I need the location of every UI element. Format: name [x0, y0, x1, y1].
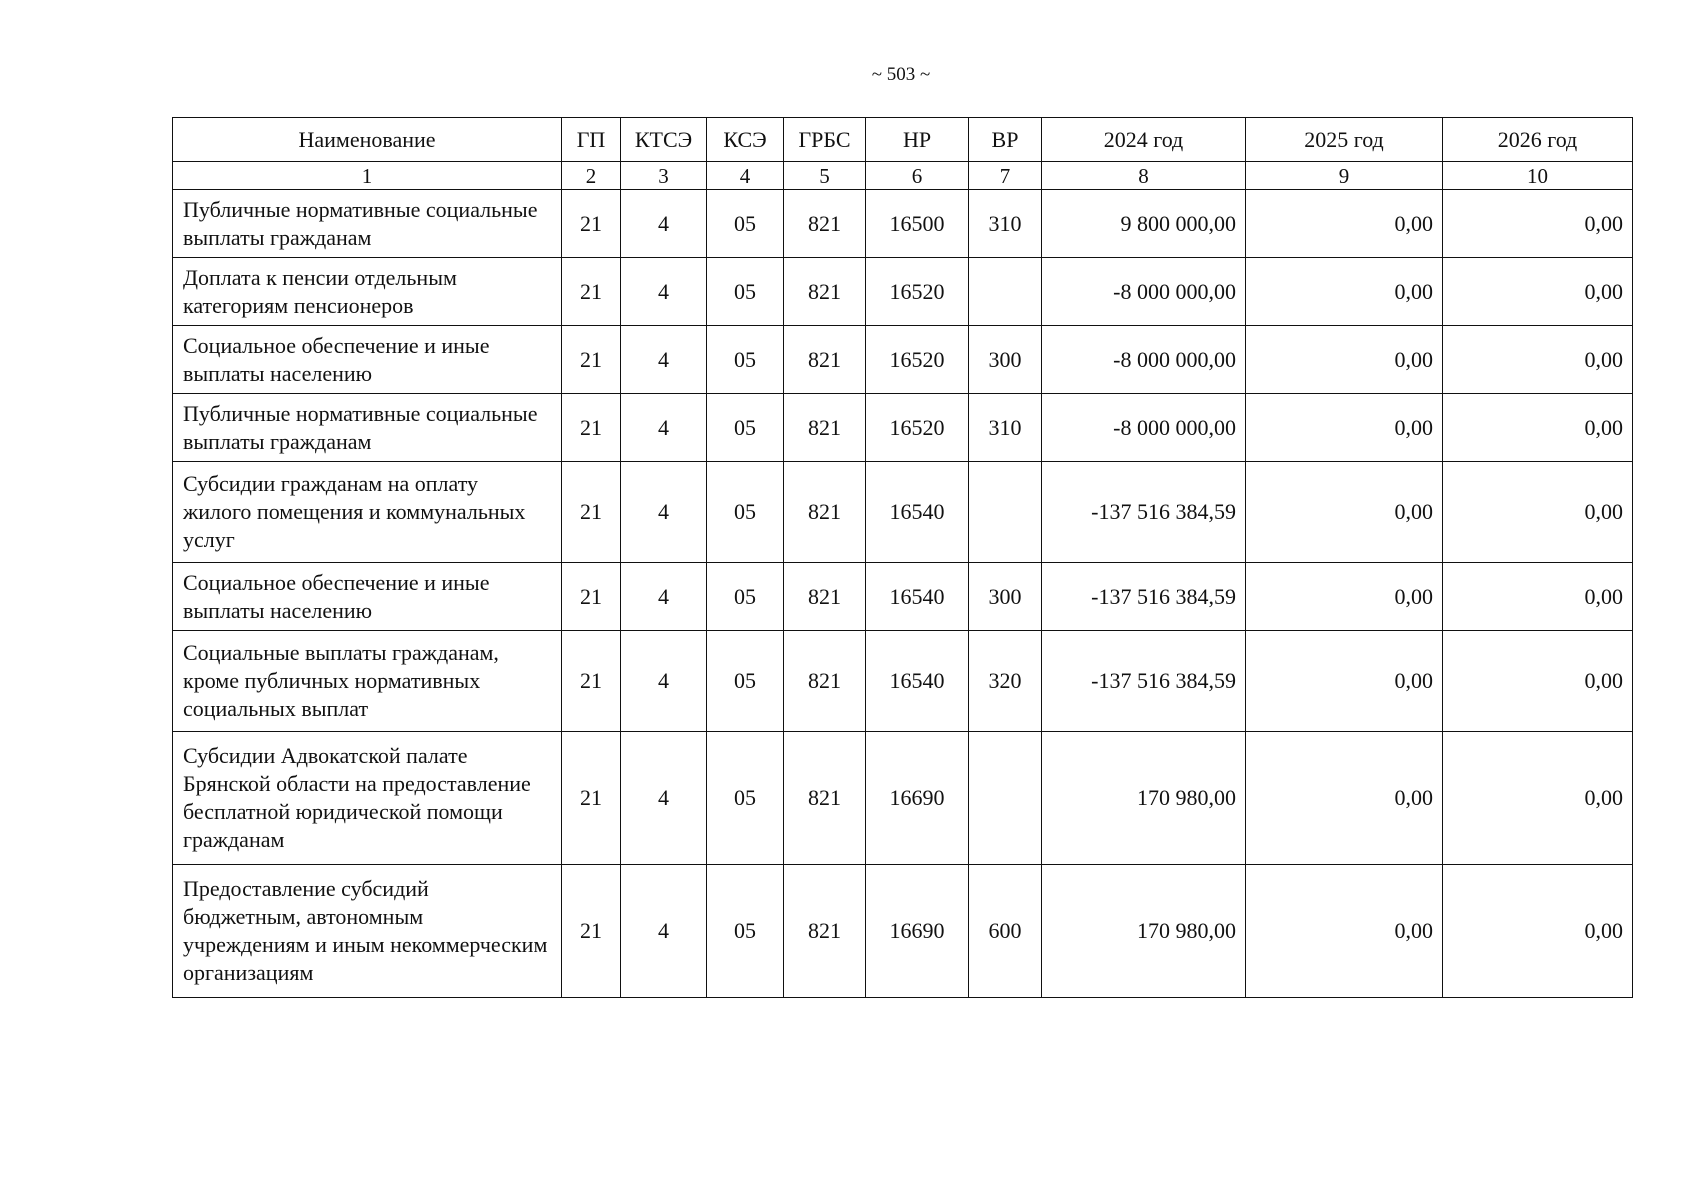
- header-nr: НР: [866, 118, 969, 162]
- column-number: 6: [866, 162, 969, 190]
- cell-ktse: 4: [621, 258, 707, 326]
- header-vr: ВР: [969, 118, 1042, 162]
- cell-kse: 05: [707, 631, 784, 732]
- header-gp: ГП: [562, 118, 621, 162]
- cell-kse: 05: [707, 462, 784, 563]
- cell-vr: 600: [969, 865, 1042, 998]
- cell-nr: 16540: [866, 462, 969, 563]
- column-number: 3: [621, 162, 707, 190]
- cell-2026: 0,00: [1443, 394, 1633, 462]
- cell-kse: 05: [707, 563, 784, 631]
- column-number-row: [173, 162, 1633, 190]
- cell-vr: 320: [969, 631, 1042, 732]
- header-name: Наименование: [173, 118, 562, 162]
- cell-grbs: 821: [784, 326, 866, 394]
- cell-vr: [969, 732, 1042, 865]
- header-2024: 2024 год: [1042, 118, 1246, 162]
- cell-name: Предоставление субсидий бюджетным, автономным учреждениям и иным некоммерческим организациям: [173, 865, 562, 998]
- column-number: 10: [1443, 162, 1633, 190]
- cell-2024: -137 516 384,59: [1042, 563, 1246, 631]
- cell-gp: 21: [562, 865, 621, 998]
- cell-2026: 0,00: [1443, 732, 1633, 865]
- cell-vr: [969, 258, 1042, 326]
- cell-2025: 0,00: [1246, 190, 1443, 258]
- cell-vr: 310: [969, 190, 1042, 258]
- cell-vr: [969, 462, 1042, 563]
- cell-ktse: 4: [621, 326, 707, 394]
- cell-gp: 21: [562, 631, 621, 732]
- cell-2025: 0,00: [1246, 462, 1443, 563]
- cell-gp: 21: [562, 190, 621, 258]
- cell-nr: 16520: [866, 258, 969, 326]
- cell-ktse: 4: [621, 563, 707, 631]
- column-number: 8: [1042, 162, 1246, 190]
- cell-vr: 310: [969, 394, 1042, 462]
- table-row: [173, 394, 1633, 462]
- cell-2024: -137 516 384,59: [1042, 462, 1246, 563]
- table-row: [173, 563, 1633, 631]
- cell-nr: 16540: [866, 563, 969, 631]
- header-2025: 2025 год: [1246, 118, 1443, 162]
- header-2026: 2026 год: [1443, 118, 1633, 162]
- budget-table: [172, 117, 1633, 998]
- header-grbs: ГРБС: [784, 118, 866, 162]
- cell-name: Социальные выплаты гражданам, кроме публичных нормативных социальных выплат: [173, 631, 562, 732]
- cell-2025: 0,00: [1246, 732, 1443, 865]
- cell-2026: 0,00: [1443, 462, 1633, 563]
- cell-name: Субсидии Адвокатской палате Брянской области на предоставление бесплатной юридической помощи гражданам: [173, 732, 562, 865]
- column-number: 7: [969, 162, 1042, 190]
- header-row: [173, 118, 1633, 162]
- cell-gp: 21: [562, 394, 621, 462]
- cell-2024: -8 000 000,00: [1042, 258, 1246, 326]
- cell-2026: 0,00: [1443, 563, 1633, 631]
- cell-gp: 21: [562, 258, 621, 326]
- cell-2025: 0,00: [1246, 394, 1443, 462]
- cell-2026: 0,00: [1443, 258, 1633, 326]
- cell-2024: -137 516 384,59: [1042, 631, 1246, 732]
- column-number: 1: [173, 162, 562, 190]
- column-number: 9: [1246, 162, 1443, 190]
- table-row: [173, 631, 1633, 732]
- cell-nr: 16540: [866, 631, 969, 732]
- table-row: [173, 190, 1633, 258]
- table-row: [173, 258, 1633, 326]
- cell-2026: 0,00: [1443, 190, 1633, 258]
- cell-kse: 05: [707, 190, 784, 258]
- cell-nr: 16520: [866, 394, 969, 462]
- table-row: [173, 326, 1633, 394]
- cell-ktse: 4: [621, 865, 707, 998]
- cell-ktse: 4: [621, 631, 707, 732]
- table-row: [173, 462, 1633, 563]
- cell-name: Публичные нормативные социальные выплаты гражданам: [173, 190, 562, 258]
- cell-2024: 170 980,00: [1042, 732, 1246, 865]
- header-ktse: КТСЭ: [621, 118, 707, 162]
- cell-name: Публичные нормативные социальные выплаты гражданам: [173, 394, 562, 462]
- cell-ktse: 4: [621, 732, 707, 865]
- cell-2025: 0,00: [1246, 563, 1443, 631]
- cell-name: Социальное обеспечение и иные выплаты населению: [173, 563, 562, 631]
- cell-2025: 0,00: [1246, 258, 1443, 326]
- column-number: 2: [562, 162, 621, 190]
- cell-grbs: 821: [784, 258, 866, 326]
- cell-nr: 16500: [866, 190, 969, 258]
- cell-name: Доплата к пенсии отдельным категориям пенсионеров: [173, 258, 562, 326]
- cell-ktse: 4: [621, 190, 707, 258]
- column-number: 5: [784, 162, 866, 190]
- cell-kse: 05: [707, 865, 784, 998]
- cell-grbs: 821: [784, 394, 866, 462]
- cell-gp: 21: [562, 462, 621, 563]
- page-number: ~ 503 ~: [871, 64, 931, 85]
- cell-name: Субсидии гражданам на оплату жилого помещения и коммунальных услуг: [173, 462, 562, 563]
- cell-gp: 21: [562, 563, 621, 631]
- cell-2024: -8 000 000,00: [1042, 394, 1246, 462]
- cell-vr: 300: [969, 326, 1042, 394]
- cell-kse: 05: [707, 326, 784, 394]
- cell-kse: 05: [707, 394, 784, 462]
- cell-gp: 21: [562, 732, 621, 865]
- table-row: [173, 732, 1633, 865]
- cell-2024: 9 800 000,00: [1042, 190, 1246, 258]
- cell-grbs: 821: [784, 563, 866, 631]
- cell-kse: 05: [707, 258, 784, 326]
- column-number: 4: [707, 162, 784, 190]
- cell-grbs: 821: [784, 631, 866, 732]
- header-kse: КСЭ: [707, 118, 784, 162]
- cell-nr: 16520: [866, 326, 969, 394]
- cell-2025: 0,00: [1246, 631, 1443, 732]
- cell-nr: 16690: [866, 732, 969, 865]
- cell-nr: 16690: [866, 865, 969, 998]
- cell-name: Социальное обеспечение и иные выплаты населению: [173, 326, 562, 394]
- cell-2024: -8 000 000,00: [1042, 326, 1246, 394]
- cell-ktse: 4: [621, 394, 707, 462]
- cell-2026: 0,00: [1443, 326, 1633, 394]
- cell-grbs: 821: [784, 462, 866, 563]
- cell-vr: 300: [969, 563, 1042, 631]
- cell-grbs: 821: [784, 732, 866, 865]
- cell-gp: 21: [562, 326, 621, 394]
- table-row: [173, 865, 1633, 998]
- cell-2024: 170 980,00: [1042, 865, 1246, 998]
- cell-2025: 0,00: [1246, 326, 1443, 394]
- cell-kse: 05: [707, 732, 784, 865]
- cell-ktse: 4: [621, 462, 707, 563]
- cell-2026: 0,00: [1443, 865, 1633, 998]
- cell-grbs: 821: [784, 865, 866, 998]
- cell-2026: 0,00: [1443, 631, 1633, 732]
- cell-2025: 0,00: [1246, 865, 1443, 998]
- cell-grbs: 821: [784, 190, 866, 258]
